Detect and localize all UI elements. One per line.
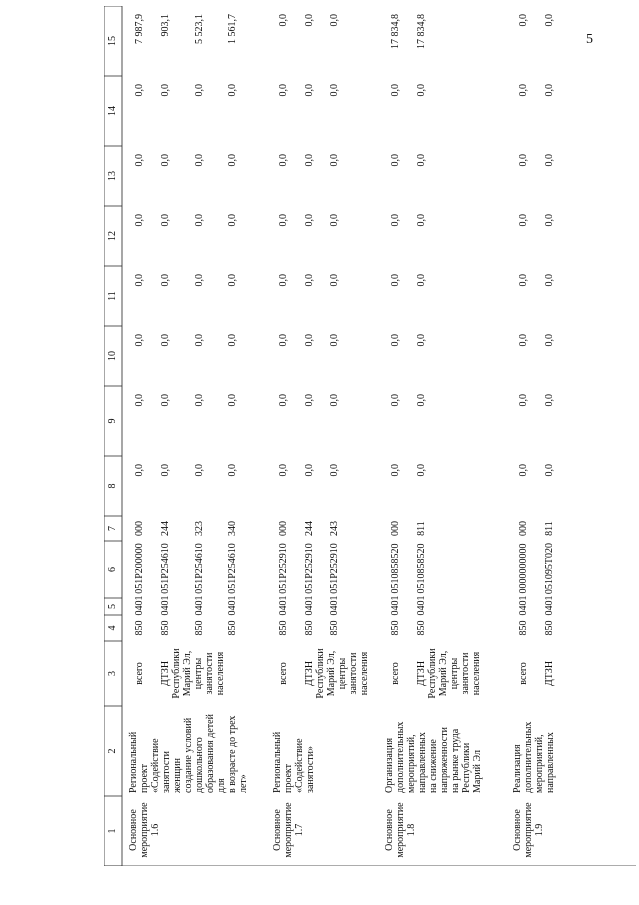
target-article-code: 051P254610 xyxy=(160,543,171,594)
amount-value: 0,0 xyxy=(227,334,238,347)
section-code: 0401 xyxy=(390,595,401,616)
amount-value: 17 834,8 xyxy=(390,14,401,49)
section-code: 0401 xyxy=(278,595,289,616)
executor: ДТЗН xyxy=(304,660,315,687)
expense-type-code: 244 xyxy=(304,521,315,536)
expense-type-code: 811 xyxy=(544,521,555,536)
activity-name: Организация xyxy=(384,737,395,793)
amount-value: 0,0 xyxy=(304,274,315,287)
amount-value: 0,0 xyxy=(304,14,315,27)
amount-value: 0,0 xyxy=(134,214,145,227)
amount-value: 0,0 xyxy=(390,334,401,347)
amount-value: 0,0 xyxy=(329,214,340,227)
amount-value: 0,0 xyxy=(160,214,171,227)
amount-value: 0,0 xyxy=(278,154,289,167)
amount-value: 0,0 xyxy=(160,334,171,347)
amount-value: 0,0 xyxy=(194,394,205,407)
activity-name: мероприятий, xyxy=(406,734,417,793)
expense-type-code: 000 xyxy=(518,521,529,536)
amount-value: 0,0 xyxy=(518,154,529,167)
amount-value: 0,0 xyxy=(278,394,289,407)
grbs-code: 850 xyxy=(304,620,315,636)
section-code: 0401 xyxy=(194,595,205,616)
activity-name: Республики xyxy=(461,742,472,793)
amount-value: 0,0 xyxy=(304,394,315,407)
column-number: 13 xyxy=(107,171,118,181)
amount-value: 0,0 xyxy=(304,464,315,477)
section-code: 0401 xyxy=(329,595,340,616)
executor: всего xyxy=(390,662,401,685)
activity-name: в возрасте до трех xyxy=(227,715,238,793)
executor: Марий Эл, xyxy=(326,650,337,697)
executor: всего xyxy=(134,662,145,685)
executor: Республики xyxy=(315,648,326,699)
activity-name: на рынке труда xyxy=(450,728,461,793)
amount-value: 0,0 xyxy=(227,394,238,407)
amount-value: 0,0 xyxy=(518,84,529,97)
column-number: 10 xyxy=(107,351,118,361)
expense-type-code: 323 xyxy=(194,521,205,536)
activity-code: Основное xyxy=(128,809,139,851)
grbs-code: 850 xyxy=(278,620,289,636)
amount-value: 0,0 xyxy=(544,394,555,407)
section-code: 0401 xyxy=(160,595,171,616)
amount-value: 0,0 xyxy=(518,464,529,477)
executor: ДТЗН xyxy=(160,660,171,687)
activity-name: Реализация xyxy=(512,744,523,793)
executor: населения xyxy=(359,651,370,696)
executor: Республики xyxy=(171,648,182,699)
grbs-code: 850 xyxy=(390,620,401,636)
amount-value: 0,0 xyxy=(278,464,289,477)
amount-value: 0,0 xyxy=(416,274,427,287)
activity-code: мероприятие xyxy=(283,802,294,858)
amount-value: 0,0 xyxy=(329,394,340,407)
amount-value: 0,0 xyxy=(227,214,238,227)
activity-name: Марий Эл xyxy=(472,750,483,793)
amount-value: 0,0 xyxy=(416,394,427,407)
amount-value: 0,0 xyxy=(278,214,289,227)
amount-value: 0,0 xyxy=(278,274,289,287)
activity-code: 1.9 xyxy=(534,823,545,837)
target-article-code: 051P200000 xyxy=(134,543,145,594)
column-number: 2 xyxy=(107,748,118,754)
grbs-code: 850 xyxy=(416,620,427,636)
amount-value: 0,0 xyxy=(134,394,145,407)
target-article-code: 051095Т020 xyxy=(544,542,555,595)
target-article-code: 051P252910 xyxy=(304,543,315,594)
amount-value: 0,0 xyxy=(194,274,205,287)
amount-value: 0,0 xyxy=(194,154,205,167)
grbs-code: 850 xyxy=(518,620,529,636)
expense-type-code: 000 xyxy=(134,521,145,536)
amount-value: 0,0 xyxy=(544,214,555,227)
activity-code: Основное xyxy=(384,809,395,851)
page-number: 5 xyxy=(586,32,593,47)
amount-value: 0,0 xyxy=(329,14,340,27)
executor: занятости xyxy=(348,652,359,695)
column-number: 9 xyxy=(107,418,118,424)
activity-code: 1.7 xyxy=(294,823,305,837)
grbs-code: 850 xyxy=(329,620,340,636)
amount-value: 0,0 xyxy=(518,274,529,287)
amount-value: 0,0 xyxy=(544,14,555,27)
amount-value: 0,0 xyxy=(194,334,205,347)
activity-name: дополнительных xyxy=(395,721,406,793)
amount-value: 0,0 xyxy=(544,84,555,97)
activity-name: дополнительных xyxy=(523,721,534,793)
amount-value: 0,0 xyxy=(518,394,529,407)
amount-value: 0,0 xyxy=(416,214,427,227)
executor: Республики xyxy=(427,648,438,699)
amount-value: 0,0 xyxy=(416,84,427,97)
expense-type-code: 811 xyxy=(416,521,427,536)
activity-name: Региональный xyxy=(128,731,139,793)
amount-value: 0,0 xyxy=(134,84,145,97)
target-article-code: 051P254610 xyxy=(194,543,205,594)
amount-value: 0,0 xyxy=(329,154,340,167)
amount-value: 0,0 xyxy=(160,274,171,287)
executor: населения xyxy=(471,651,482,696)
activity-name: дошкольного xyxy=(194,737,205,793)
executor: Марий Эл, xyxy=(438,650,449,697)
target-article-code: 051P252910 xyxy=(278,543,289,594)
amount-value: 5 523,1 xyxy=(194,14,205,44)
executor: занятости xyxy=(460,652,471,695)
target-article-code: 051P252910 xyxy=(329,543,340,594)
amount-value: 0,0 xyxy=(416,464,427,477)
amount-value: 0,0 xyxy=(329,84,340,97)
activity-name: Региональный xyxy=(272,731,283,793)
amount-value: 0,0 xyxy=(390,464,401,477)
amount-value: 0,0 xyxy=(194,84,205,97)
target-article-code: 0510858520 xyxy=(416,543,427,594)
amount-value: 0,0 xyxy=(518,334,529,347)
amount-value: 0,0 xyxy=(390,274,401,287)
activity-name: «Содействие xyxy=(294,738,305,793)
column-number: 12 xyxy=(107,231,118,241)
expense-type-code: 340 xyxy=(227,521,238,536)
amount-value: 0,0 xyxy=(278,84,289,97)
executor: всего xyxy=(278,662,289,685)
activity-name: направленных xyxy=(545,732,556,793)
executor: всего xyxy=(518,662,529,685)
amount-value: 0,0 xyxy=(134,464,145,477)
amount-value: 0,0 xyxy=(134,274,145,287)
amount-value: 0,0 xyxy=(160,394,171,407)
amount-value: 0,0 xyxy=(160,464,171,477)
amount-value: 0,0 xyxy=(390,394,401,407)
amount-value: 0,0 xyxy=(416,154,427,167)
activity-name: создание условий xyxy=(183,717,194,793)
executor: центры xyxy=(449,657,460,690)
activity-code: мероприятие xyxy=(523,802,534,858)
activity-name: проект xyxy=(139,763,150,793)
column-number: 14 xyxy=(107,106,118,116)
activity-code: 1.8 xyxy=(406,823,417,837)
activity-name: на снижение xyxy=(428,739,439,793)
target-article-code: 0510858520 xyxy=(390,543,401,594)
column-number: 1 xyxy=(107,828,118,834)
activity-name: мероприятий, xyxy=(534,734,545,793)
activity-name: занятости» xyxy=(305,746,316,793)
activity-name: направленных xyxy=(417,732,428,793)
amount-value: 0,0 xyxy=(390,214,401,227)
section-code: 0401 xyxy=(518,595,529,616)
column-number: 4 xyxy=(107,625,118,631)
column-number: 5 xyxy=(107,604,118,609)
grbs-code: 850 xyxy=(134,620,145,636)
target-article-code: 051P254610 xyxy=(227,543,238,594)
amount-value: 0,0 xyxy=(544,154,555,167)
activity-code: мероприятие xyxy=(139,802,150,858)
section-code: 0401 xyxy=(227,595,238,616)
activity-name: напряженности xyxy=(439,727,450,793)
amount-value: 0,0 xyxy=(227,84,238,97)
amount-value: 0,0 xyxy=(227,154,238,167)
executor: центры xyxy=(193,657,204,690)
amount-value: 0,0 xyxy=(416,334,427,347)
amount-value: 0,0 xyxy=(194,464,205,477)
amount-value: 0,0 xyxy=(160,154,171,167)
amount-value: 17 834,8 xyxy=(416,14,427,49)
expense-type-code: 000 xyxy=(390,521,401,536)
budget-table xyxy=(104,6,636,866)
activity-name: «Содействие xyxy=(150,738,161,793)
grbs-code: 850 xyxy=(160,620,171,636)
section-code: 0401 xyxy=(416,595,427,616)
amount-value: 0,0 xyxy=(329,334,340,347)
amount-value: 1 561,7 xyxy=(227,14,238,44)
activity-name: проект xyxy=(283,763,294,793)
activity-name: для xyxy=(216,778,227,793)
amount-value: 0,0 xyxy=(134,154,145,167)
amount-value: 903,1 xyxy=(160,14,171,37)
section-code: 0401 xyxy=(304,595,315,616)
amount-value: 0,0 xyxy=(518,214,529,227)
amount-value: 0,0 xyxy=(160,84,171,97)
amount-value: 0,0 xyxy=(544,334,555,347)
amount-value: 0,0 xyxy=(304,84,315,97)
amount-value: 0,0 xyxy=(278,334,289,347)
amount-value: 0,0 xyxy=(544,464,555,477)
amount-value: 0,0 xyxy=(304,214,315,227)
activity-code: мероприятие xyxy=(395,802,406,858)
activity-name: лет» xyxy=(238,774,249,793)
amount-value: 0,0 xyxy=(134,334,145,347)
amount-value: 0,0 xyxy=(390,154,401,167)
amount-value: 0,0 xyxy=(304,154,315,167)
column-number: 6 xyxy=(107,567,118,572)
executor: центры xyxy=(337,657,348,690)
amount-value: 0,0 xyxy=(544,274,555,287)
amount-value: 0,0 xyxy=(227,274,238,287)
column-number: 15 xyxy=(107,36,118,46)
activity-name: женщин xyxy=(172,758,183,793)
activity-code: Основное xyxy=(272,809,283,851)
expense-type-code: 244 xyxy=(160,521,171,536)
activity-code: Основное xyxy=(512,809,523,851)
amount-value: 0,0 xyxy=(329,274,340,287)
grbs-code: 850 xyxy=(544,620,555,636)
activity-name: образования детей xyxy=(205,714,216,793)
grbs-code: 850 xyxy=(227,620,238,636)
section-code: 0401 xyxy=(544,595,555,616)
activity-name: занятости xyxy=(161,751,172,793)
amount-value: 0,0 xyxy=(194,214,205,227)
amount-value: 0,0 xyxy=(227,464,238,477)
executor: ДТЗН xyxy=(416,660,427,687)
activity-code: 1.6 xyxy=(150,823,161,837)
amount-value: 7 987,9 xyxy=(134,14,145,44)
amount-value: 0,0 xyxy=(304,334,315,347)
column-number: 8 xyxy=(107,483,118,489)
amount-value: 0,0 xyxy=(329,464,340,477)
executor: занятости xyxy=(204,652,215,695)
section-code: 0401 xyxy=(134,595,145,616)
executor: ДТЗН xyxy=(544,660,555,687)
amount-value: 0,0 xyxy=(390,84,401,97)
column-number: 7 xyxy=(107,526,118,531)
executor: Марий Эл, xyxy=(182,650,193,697)
amount-value: 0,0 xyxy=(278,14,289,27)
expense-type-code: 000 xyxy=(278,521,289,536)
executor: населения xyxy=(215,651,226,696)
grbs-code: 850 xyxy=(194,620,205,636)
target-article-code: 0000000000 xyxy=(518,543,529,594)
expense-type-code: 243 xyxy=(329,521,340,536)
amount-value: 0,0 xyxy=(518,14,529,27)
column-number: 3 xyxy=(107,671,118,676)
column-number: 11 xyxy=(107,291,118,301)
